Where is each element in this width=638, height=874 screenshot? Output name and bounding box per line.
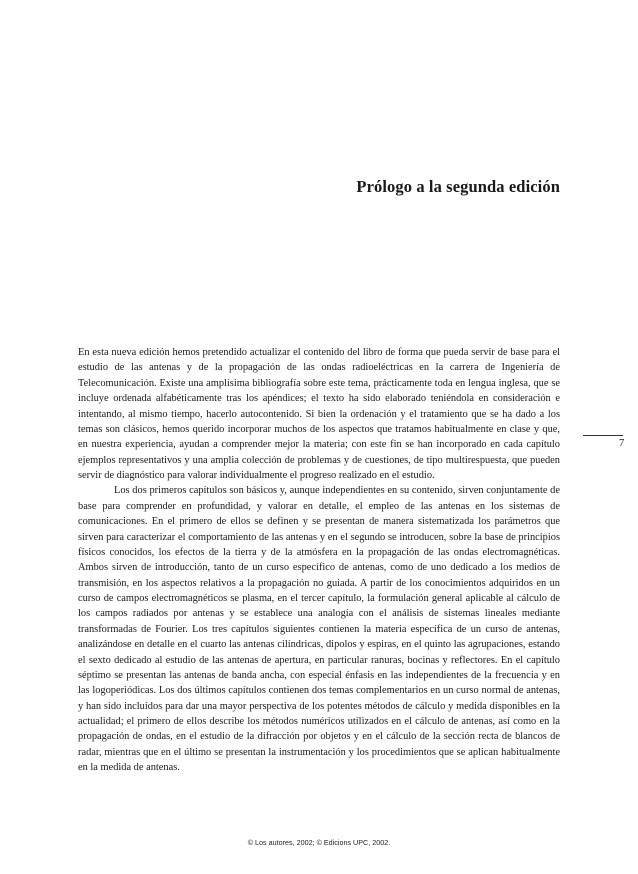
page-title: Prólogo a la segunda edición: [356, 177, 560, 196]
page-number: 7: [619, 438, 625, 449]
paragraph-1: En esta nueva edición hemos pretendido actualizar el contenido del libro de forma que pueda servir de base para el estudio de las antenas y de la propagación de las ondas radioeléctricas en la carrera de Ingeniería de Telecomunicación. Existe una amplísima bibliografía sobre este tema, prácticamente toda en lengua inglesa, que se incluye ordenada alfabéticamente tras los apéndices; el texto ha sido elaborado teniéndola en consideración e intentando, al mismo tiempo, hacerlo autocontenido. Si bien la ordenación y el tratamiento que se ha dado a los temas son clásicos, hemos querido incorporar muchos de los aspectos que tratamos habitualmente en clase y que, en nuestra experiencia, ayudan a comprender mejor la materia; con este fin se han incorporado en cada capítulo ejemplos representativos y una amplia colección de problemas y de cuestiones, de tipo multirespuesta, que pueden servir de diagnóstico para valorar individualmente el progreso realizado en el estudio.: [78, 347, 560, 481]
copyright-footer: © Los autores, 2002; © Edicions UPC, 2002.: [247, 838, 391, 847]
body-text: [78, 345, 560, 776]
paragraph-2: Los dos primeros capítulos son básicos y, aunque independientes en su contenido, sirven conjuntamente de base para comprender en profundidad, y valorar en detalle, el empleo de las antenas en los sistemas de comunicaciones. En el primero de ellos se definen y se presentan de manera sistematizada los parámetros que sirven para caracterizar el comportamiento de las antenas y en el segundo se introducen, sobre la base de principios físicos conocidos, los efectos de la tierra y de la atmósfera en la propagación de las ondas electromagnéticas. Ambos sirven de introducción, tanto de un curso específico de antenas, como de uno dedicado a los medios de transmisión, en los aspectos relativos a la propagación no guiada. A partir de los conocimientos adquiridos en un curso de campos electromagnéticos se plasma, en el tercer capítulo, la formulación general aplicable al cálculo de los campos radiados por antenas y se establece una analogía con el análisis de sistemas lineales mediante transformadas de Fourier. Los tres capítulos siguientes contienen la materia específica de un curso de antenas, analizándose en detalle en el cuarto las antenas cilíndricas, dipolos y espiras, en el quinto las agrupaciones, estando el sexto dedicado al estudio de las antenas de apertura, en particular ranuras, bocinas y reflectores. En el capítulo séptimo se presentan las antenas de banda ancha, con especial énfasis en las independientes de la frecuencia y en las logoperiódicas. Los dos últimos capítulos contienen dos temas complementarios en un curso normal de antenas, y han sido incluidos para dar una mayor perspectiva de los potentes métodos de cálculo y medida disponibles en la actualidad; el primero de ellos describe los métodos numéricos utilizados en el cálculo de antenas, así como en la propagación de ondas, en el estudio de la difracción por objetos y en el cálculo de la sección recta de blancos de radar, mientras que en el último se presentan la instrumentación y los procedimientos que se aplican habitualmente en la medida de antenas.: [78, 485, 560, 774]
margin-rule: [583, 435, 623, 436]
